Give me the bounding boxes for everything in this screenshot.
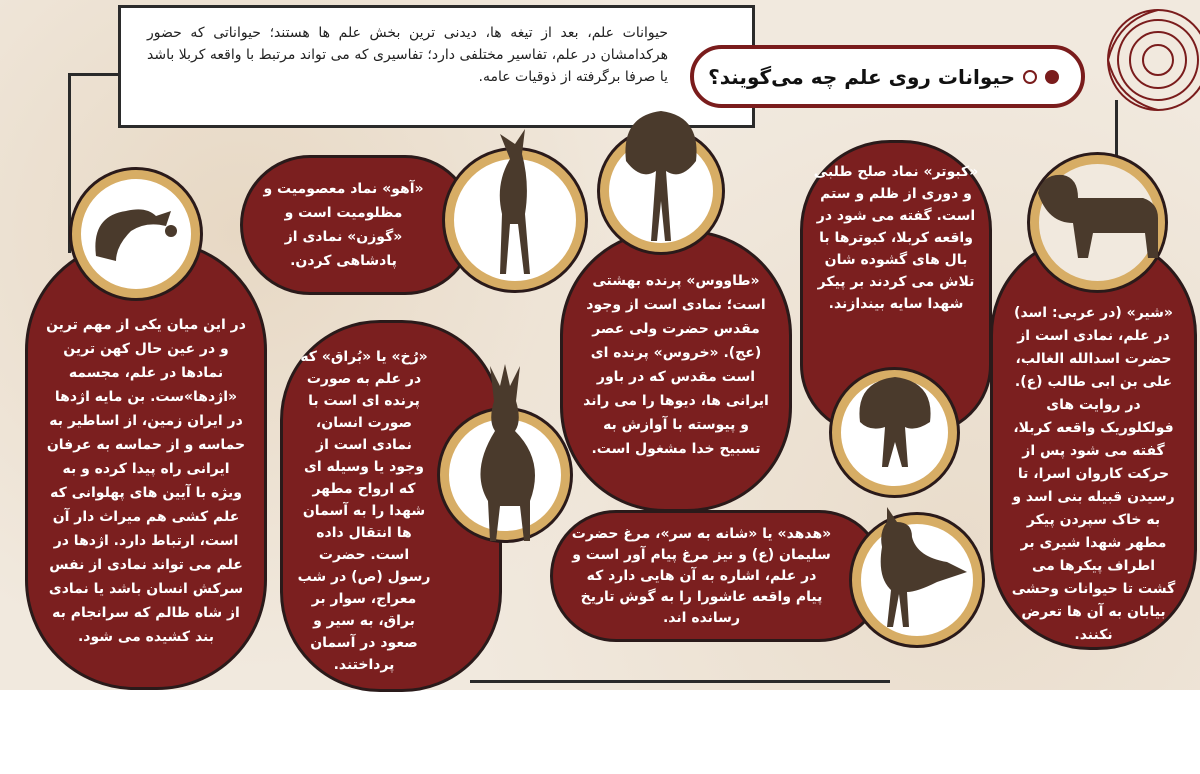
card-deer [240, 155, 475, 295]
card-lion [990, 235, 1197, 650]
image-peacock [600, 130, 722, 252]
bullet-dot-icon [1045, 70, 1059, 84]
card-hoopoe [550, 510, 885, 642]
connector-line [470, 680, 890, 683]
card-hoopoe-text: «هدهد» یا «شانه به سر»، مرغ حضرت سلیمان (ع) و نیز مرغ پیام آور است و در علم، اشاره به آن هایی دارد که پیام واقعه عاشورا را به گوش تاریخ رسانده اند. [571, 525, 832, 626]
image-dragon [72, 170, 200, 298]
bullet-ring-icon [1023, 70, 1037, 84]
image-lion [1030, 155, 1165, 290]
dragon-icon [86, 186, 186, 266]
peacock-icon [611, 101, 711, 251]
connector-line [68, 73, 120, 76]
card-dove-text: «کبوتر» نماد صلح طلبی و دوری از ظلم و ستم است. گفته می شود در واقعه کربلا، کبوترها با بال های گشوده شان تلاش می کردند بر پیکر شهدا سایه بیندازند. [813, 164, 979, 312]
hoopoe-icon [857, 502, 977, 632]
card-dragon-text: در این میان یکی از مهم ترین و در عین حال کهن ترین نمادها در علم، مجسمه «اژدها»ست. بن مایه اژدها در ایران زمین، از اساطیر به حماسه و از حماسه به عرفان ایرانی راه پیدا کرده و به ویژه با آیین های پهلوانی که علم کشی هم میراث دار آن است، ارتباط دارد. اژدها در علم می تواند نمادی از نفس سرکش انسان باشد یا نمادی از شاه ظالم که سرانجام به بند کشیده می شود. [46, 317, 246, 645]
bottom-margin [0, 690, 1200, 774]
title-text: حیوانات روی علم چه می‌گویند؟ [708, 64, 1015, 89]
lion-icon [1023, 163, 1173, 263]
image-rukh [440, 410, 570, 540]
image-hoopoe [852, 515, 982, 645]
intro-text: حیوانات علم، بعد از تیغه ها، دیدنی ترین بخش علم ها هستند؛ حیواناتی که حضور هرکدامشان در علم، تفاسیر مختلفی دارد؛ تفاسیری که می تواند مرتبط با واقعه کربلا باشد یا صرفا برگرفته از ذوقیات عامه. [118, 5, 755, 128]
page-title [690, 45, 1085, 108]
dove-icon [850, 367, 940, 477]
card-peacock [560, 230, 792, 512]
image-dove [832, 370, 957, 495]
ornament-icon [1088, 0, 1200, 120]
card-deer-text: «آهو» نماد معصومیت و مظلومیت است و «گوزن» نمادی از پادشاهی کردن. [263, 181, 424, 269]
image-deer [445, 150, 585, 290]
connector-line [68, 73, 71, 253]
card-rukh-text: «رُخ» یا «بُراق» که در علم به صورت پرنده ای است با صورت انسان، نمادی است از وجود یا وسیله ای که ارواح مطهر شهدا را به آسمان ها انتقال داده است. حضرت رسول (ص) در شب معراج، سوار بر براق، به سیر و صعود در آسمان پرداختند. [297, 349, 431, 673]
card-peacock-text: «طاووس» پرنده بهشتی است؛ نمادی است از وجود مقدس حضرت ولی عصر (عج). «خروس» پرنده ای است مقدس که در باور ایرانی ها، دیوها را می راند و پیوسته با آوازش به تسبیح خدا مشغول است. [583, 273, 769, 457]
rukh-icon [460, 361, 550, 551]
card-dragon [25, 240, 267, 690]
deer-icon [480, 124, 550, 284]
card-lion-text: «شیر» (در عربی: اسد) در علم، نمادی است از حضرت اسدالله الغالب، علی بن ابی طالب (ع). در روایت های فولکلوریک واقعه کربلا، گفته می شود پس از حرکت کاروان اسرا، تا رسیدن قبیله بنی اسد و به خاک سپردن پیکر مطهر شهدا شیری بر اطراف پیکرها می گشت تا حیوانات وحشی بیابان به آن ها تعرض نکنند. [1011, 305, 1176, 643]
